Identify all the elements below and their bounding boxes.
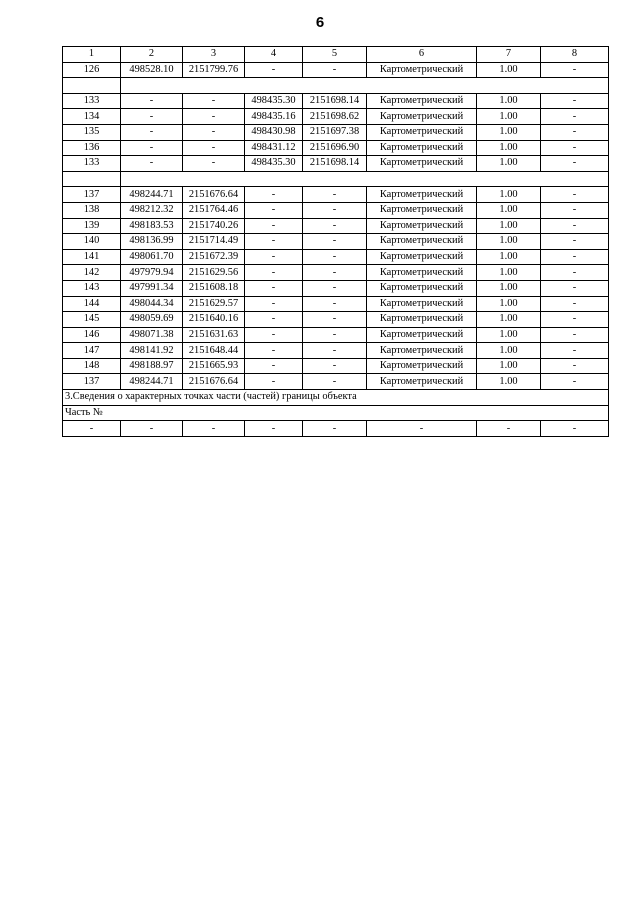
table-cell: 2151672.39 bbox=[183, 249, 245, 265]
table-cell: - bbox=[541, 265, 609, 281]
table-cell: - bbox=[121, 421, 183, 437]
table-cell: - bbox=[245, 218, 303, 234]
table-cell: 2151648.44 bbox=[183, 343, 245, 359]
table-cell: - bbox=[183, 156, 245, 172]
table-cell: 2151714.49 bbox=[183, 234, 245, 250]
table-row bbox=[63, 249, 609, 265]
table-cell: Картометрический bbox=[367, 62, 477, 78]
table-cell: 498431.12 bbox=[245, 140, 303, 156]
table-cell: - bbox=[245, 202, 303, 218]
table-row bbox=[63, 218, 609, 234]
table-cell: 138 bbox=[63, 202, 121, 218]
table-cell: 2151629.57 bbox=[183, 296, 245, 312]
blank-row bbox=[63, 171, 609, 187]
column-header: 1 bbox=[63, 47, 121, 63]
header-row bbox=[63, 47, 609, 63]
table-cell: 144 bbox=[63, 296, 121, 312]
table-cell: Картометрический bbox=[367, 265, 477, 281]
page-number: 6 bbox=[315, 14, 325, 31]
table-cell: 1.00 bbox=[477, 218, 541, 234]
section-title: 3.Сведения о характерных точках части (частей) границы объекта bbox=[63, 390, 609, 406]
table-cell: - bbox=[183, 140, 245, 156]
table-cell: - bbox=[541, 249, 609, 265]
table-row bbox=[63, 187, 609, 203]
table-cell: Картометрический bbox=[367, 327, 477, 343]
table-cell: - bbox=[245, 358, 303, 374]
table-cell: - bbox=[245, 296, 303, 312]
table-cell: - bbox=[245, 312, 303, 328]
table-cell: 1.00 bbox=[477, 62, 541, 78]
part-label-row bbox=[63, 405, 609, 421]
table-cell: 137 bbox=[63, 374, 121, 390]
table-cell: Картометрический bbox=[367, 234, 477, 250]
table-cell: - bbox=[303, 187, 367, 203]
table-cell: - bbox=[367, 421, 477, 437]
table-cell: - bbox=[541, 218, 609, 234]
table-cell: - bbox=[541, 202, 609, 218]
table-cell: - bbox=[245, 374, 303, 390]
table-cell: 2151631.63 bbox=[183, 327, 245, 343]
table-cell: 498188.97 bbox=[121, 358, 183, 374]
table-cell: - bbox=[245, 280, 303, 296]
column-header: 5 bbox=[303, 47, 367, 63]
table-cell: 498244.71 bbox=[121, 374, 183, 390]
blank-cell bbox=[63, 78, 121, 94]
table-cell: Картометрический bbox=[367, 249, 477, 265]
table-cell: 133 bbox=[63, 156, 121, 172]
table-cell: Картометрический bbox=[367, 109, 477, 125]
blank-cell bbox=[121, 171, 609, 187]
table-body bbox=[63, 62, 609, 436]
column-header: 2 bbox=[121, 47, 183, 63]
table-cell: 498528.10 bbox=[121, 62, 183, 78]
table-cell: Картометрический bbox=[367, 374, 477, 390]
table-cell: Картометрический bbox=[367, 93, 477, 109]
table-cell: - bbox=[121, 140, 183, 156]
table-cell: - bbox=[477, 421, 541, 437]
table-cell: Картометрический bbox=[367, 124, 477, 140]
table-cell: 148 bbox=[63, 358, 121, 374]
table-cell: - bbox=[121, 124, 183, 140]
table-cell: 2151640.16 bbox=[183, 312, 245, 328]
column-header: 3 bbox=[183, 47, 245, 63]
table-cell: - bbox=[541, 421, 609, 437]
table-cell: 2151676.64 bbox=[183, 187, 245, 203]
table-cell: - bbox=[245, 249, 303, 265]
table-cell: 498141.92 bbox=[121, 343, 183, 359]
table-cell: Картометрический bbox=[367, 296, 477, 312]
table-row bbox=[63, 140, 609, 156]
table-cell: 498183.53 bbox=[121, 218, 183, 234]
table-row bbox=[63, 296, 609, 312]
table-cell: 1.00 bbox=[477, 296, 541, 312]
table-cell: 1.00 bbox=[477, 234, 541, 250]
table-cell: - bbox=[541, 62, 609, 78]
table-cell: - bbox=[541, 156, 609, 172]
part-label: Часть № bbox=[63, 405, 609, 421]
table-cell: Картометрический bbox=[367, 202, 477, 218]
table-cell: - bbox=[303, 265, 367, 281]
table-cell: 136 bbox=[63, 140, 121, 156]
table-cell: 497979.94 bbox=[121, 265, 183, 281]
table-row bbox=[63, 109, 609, 125]
table-cell: 2151764.46 bbox=[183, 202, 245, 218]
table-cell: 1.00 bbox=[477, 280, 541, 296]
table-cell: 126 bbox=[63, 62, 121, 78]
table-row bbox=[63, 62, 609, 78]
table-cell: 1.00 bbox=[477, 140, 541, 156]
table-cell: - bbox=[541, 280, 609, 296]
table-row bbox=[63, 156, 609, 172]
table-cell: - bbox=[121, 156, 183, 172]
column-header: 8 bbox=[541, 47, 609, 63]
table-cell: - bbox=[245, 187, 303, 203]
table-cell: 1.00 bbox=[477, 343, 541, 359]
table-cell: 133 bbox=[63, 93, 121, 109]
blank-cell bbox=[63, 171, 121, 187]
table-cell: Картометрический bbox=[367, 140, 477, 156]
table-cell: Картометрический bbox=[367, 187, 477, 203]
table-cell: - bbox=[303, 62, 367, 78]
table-cell: - bbox=[303, 421, 367, 437]
table-cell: - bbox=[303, 280, 367, 296]
table-cell: 146 bbox=[63, 327, 121, 343]
table-cell: Картометрический bbox=[367, 343, 477, 359]
table-cell: - bbox=[245, 234, 303, 250]
table-cell: 140 bbox=[63, 234, 121, 250]
table-cell: 498071.38 bbox=[121, 327, 183, 343]
table-cell: - bbox=[121, 109, 183, 125]
table-row bbox=[63, 124, 609, 140]
table-cell: 1.00 bbox=[477, 187, 541, 203]
table-cell: 147 bbox=[63, 343, 121, 359]
table-cell: 2151697.38 bbox=[303, 124, 367, 140]
table-cell: 1.00 bbox=[477, 124, 541, 140]
table-cell: 498435.16 bbox=[245, 109, 303, 125]
table-cell: - bbox=[303, 202, 367, 218]
table-cell: 143 bbox=[63, 280, 121, 296]
table-row bbox=[63, 358, 609, 374]
table-cell: 498044.34 bbox=[121, 296, 183, 312]
table-cell: - bbox=[541, 93, 609, 109]
table-cell: 135 bbox=[63, 124, 121, 140]
table-cell: 1.00 bbox=[477, 374, 541, 390]
table-cell: 2151629.56 bbox=[183, 265, 245, 281]
table-cell: Картометрический bbox=[367, 280, 477, 296]
table-row bbox=[63, 202, 609, 218]
table-cell: 1.00 bbox=[477, 202, 541, 218]
table-cell: 1.00 bbox=[477, 249, 541, 265]
column-header: 7 bbox=[477, 47, 541, 63]
table-cell: 137 bbox=[63, 187, 121, 203]
table-cell: 498435.30 bbox=[245, 93, 303, 109]
table-cell: - bbox=[245, 62, 303, 78]
table-cell: 497991.34 bbox=[121, 280, 183, 296]
boundary-points-table bbox=[62, 46, 609, 437]
table-cell: 139 bbox=[63, 218, 121, 234]
table-cell: - bbox=[245, 343, 303, 359]
table-cell: 2151698.14 bbox=[303, 156, 367, 172]
table-cell: 1.00 bbox=[477, 93, 541, 109]
table-row bbox=[63, 93, 609, 109]
table-cell: 2151696.90 bbox=[303, 140, 367, 156]
table-cell: - bbox=[541, 296, 609, 312]
table-row bbox=[63, 374, 609, 390]
table-cell: - bbox=[541, 140, 609, 156]
table-cell: - bbox=[245, 421, 303, 437]
table-cell: - bbox=[303, 374, 367, 390]
table-cell: - bbox=[183, 421, 245, 437]
table-cell: - bbox=[303, 296, 367, 312]
table-cell: 2151740.26 bbox=[183, 218, 245, 234]
table-cell: 2151698.14 bbox=[303, 93, 367, 109]
table-cell: - bbox=[183, 93, 245, 109]
table-cell: 498061.70 bbox=[121, 249, 183, 265]
table-cell: - bbox=[541, 187, 609, 203]
table-cell: 1.00 bbox=[477, 358, 541, 374]
table-cell: Картометрический bbox=[367, 312, 477, 328]
table-cell: 2151676.64 bbox=[183, 374, 245, 390]
table-cell: 1.00 bbox=[477, 109, 541, 125]
table-cell: - bbox=[121, 93, 183, 109]
table-cell: - bbox=[183, 124, 245, 140]
table-cell: 2151698.62 bbox=[303, 109, 367, 125]
table-row bbox=[63, 280, 609, 296]
table-cell: 498136.99 bbox=[121, 234, 183, 250]
column-header: 6 bbox=[367, 47, 477, 63]
table-cell: - bbox=[541, 374, 609, 390]
column-header: 4 bbox=[245, 47, 303, 63]
table-cell: - bbox=[541, 109, 609, 125]
table-cell: - bbox=[303, 249, 367, 265]
table-cell: Картометрический bbox=[367, 156, 477, 172]
table-cell: - bbox=[183, 109, 245, 125]
table-cell: 498435.30 bbox=[245, 156, 303, 172]
table-cell: 141 bbox=[63, 249, 121, 265]
table-cell: Картометрический bbox=[367, 218, 477, 234]
table-cell: - bbox=[541, 358, 609, 374]
table-cell: 1.00 bbox=[477, 156, 541, 172]
table-cell: - bbox=[541, 343, 609, 359]
table-cell: - bbox=[303, 312, 367, 328]
table-cell: - bbox=[541, 327, 609, 343]
section-title-row bbox=[63, 390, 609, 406]
table-cell: 498212.32 bbox=[121, 202, 183, 218]
blank-cell bbox=[121, 78, 609, 94]
table-cell: - bbox=[303, 358, 367, 374]
table-cell: - bbox=[303, 218, 367, 234]
table-cell: Картометрический bbox=[367, 358, 477, 374]
table-row bbox=[63, 343, 609, 359]
table-cell: - bbox=[541, 124, 609, 140]
table-cell: 1.00 bbox=[477, 312, 541, 328]
table-cell: - bbox=[541, 312, 609, 328]
table-cell: - bbox=[303, 234, 367, 250]
table-cell: 2151799.76 bbox=[183, 62, 245, 78]
table-cell: 498430.98 bbox=[245, 124, 303, 140]
table-row bbox=[63, 265, 609, 281]
table-cell: - bbox=[303, 327, 367, 343]
table-row bbox=[63, 312, 609, 328]
table-cell: - bbox=[245, 327, 303, 343]
table-cell: - bbox=[541, 234, 609, 250]
table-row bbox=[63, 421, 609, 437]
table-cell: - bbox=[63, 421, 121, 437]
table-cell: 134 bbox=[63, 109, 121, 125]
table-cell: 2151665.93 bbox=[183, 358, 245, 374]
blank-row bbox=[63, 78, 609, 94]
table-cell: 145 bbox=[63, 312, 121, 328]
table-row bbox=[63, 327, 609, 343]
table-cell: - bbox=[303, 343, 367, 359]
table-cell: 498059.69 bbox=[121, 312, 183, 328]
table-row bbox=[63, 234, 609, 250]
table-cell: 1.00 bbox=[477, 265, 541, 281]
table-cell: 1.00 bbox=[477, 327, 541, 343]
table-cell: 498244.71 bbox=[121, 187, 183, 203]
table-cell: - bbox=[245, 265, 303, 281]
table-cell: 2151608.18 bbox=[183, 280, 245, 296]
table-cell: 142 bbox=[63, 265, 121, 281]
